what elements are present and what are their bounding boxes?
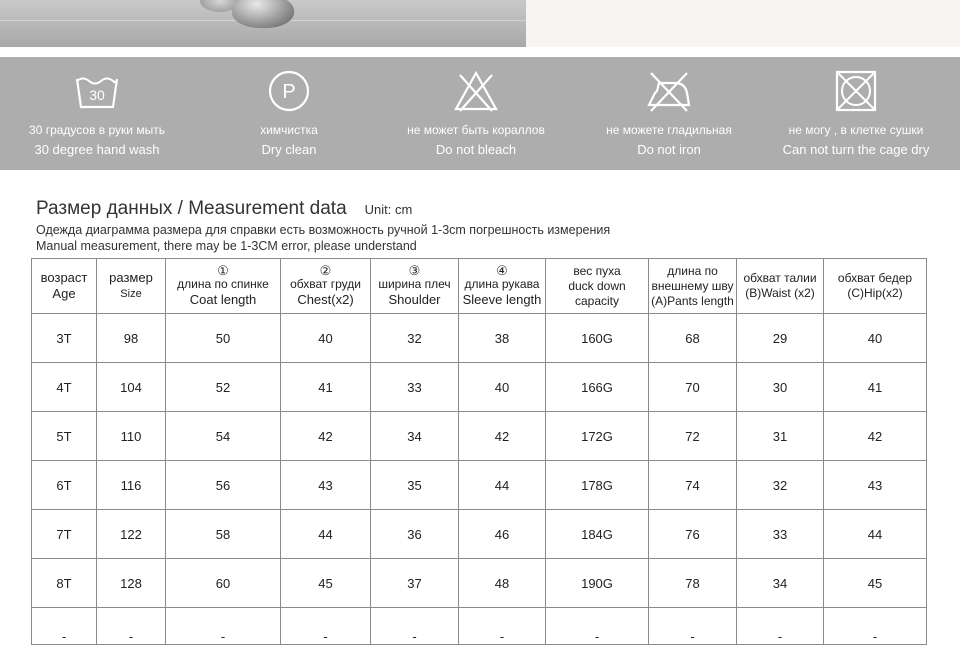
product-photo-right [526, 0, 960, 47]
cell-sleeve-length: - [459, 608, 546, 645]
cell-waist: 32 [737, 461, 824, 510]
care-instructions-band [0, 57, 960, 170]
header-shoulder: ③ ширина плеч Shoulder [371, 259, 459, 314]
cell-chest: 41 [281, 363, 371, 412]
cell-sleeve-length: 48 [459, 559, 546, 608]
cell-age: 3T [32, 314, 97, 363]
no-iron-icon [645, 69, 693, 113]
cell-hip: 43 [824, 461, 927, 510]
cell-hip: 40 [824, 314, 927, 363]
cell-coat-length: 52 [166, 363, 281, 412]
cell-shoulder: - [371, 608, 459, 645]
size-table [31, 258, 927, 645]
cell-chest: 42 [281, 412, 371, 461]
care-label-en: Dry clean [261, 142, 317, 157]
cell-waist: 34 [737, 559, 824, 608]
cell-size: 128 [97, 559, 166, 608]
cell-waist: 33 [737, 510, 824, 559]
shoe-image [232, 0, 294, 28]
cell-down-capacity: - [546, 608, 649, 645]
cell-pants-length: 76 [649, 510, 737, 559]
cell-sleeve-length: 44 [459, 461, 546, 510]
cell-pants-length: 70 [649, 363, 737, 412]
cell-coat-length: 50 [166, 314, 281, 363]
cell-shoulder: 33 [371, 363, 459, 412]
cell-chest: - [281, 608, 371, 645]
svg-text:30: 30 [89, 87, 105, 103]
note-russian: Одежда диаграмма размера для справки есть возможность ручной 1-3cm погрешность измерения [36, 223, 611, 237]
heading-unit: Unit: cm [364, 202, 413, 217]
header-pants-length: длина по внешнему шву (A)Pants length [649, 259, 737, 314]
cell-coat-length: 58 [166, 510, 281, 559]
cell-age: - [32, 608, 97, 645]
cell-size: - [97, 608, 166, 645]
header-coat-length: ① длина по спинке Coat length [166, 259, 281, 314]
header-hip: обхват бедер (C)Hip(x2) [824, 259, 927, 314]
care-item-dry-clean [194, 57, 384, 170]
cell-hip: 42 [824, 412, 927, 461]
top-strip [0, 0, 960, 47]
care-label-ru: 30 градусов в руки мыть [29, 123, 165, 137]
cell-down-capacity: 184G [546, 510, 649, 559]
table-header-row [32, 259, 927, 314]
table-row [32, 461, 927, 510]
cell-hip: 45 [824, 559, 927, 608]
care-label-en: Do not bleach [435, 142, 517, 157]
cell-pants-length: - [649, 608, 737, 645]
care-item-no-bleach [384, 57, 568, 170]
cell-chest: 45 [281, 559, 371, 608]
no-bleach-icon [452, 69, 500, 113]
care-label-en: Do not iron [637, 142, 701, 157]
cell-age: 5T [32, 412, 97, 461]
header-sleeve-length: ④ длина рукава Sleeve length [459, 259, 546, 314]
cell-waist: 30 [737, 363, 824, 412]
cell-size: 104 [97, 363, 166, 412]
cell-hip: 41 [824, 363, 927, 412]
cell-down-capacity: 172G [546, 412, 649, 461]
care-item-no-iron [568, 57, 770, 170]
note-english: Manual measurement, there may be 1-3CM error, please understand [36, 239, 417, 253]
table-row [32, 608, 927, 645]
cell-waist: 29 [737, 314, 824, 363]
cell-size: 98 [97, 314, 166, 363]
cell-chest: 40 [281, 314, 371, 363]
care-label-en: 30 degree hand wash [34, 142, 160, 157]
table-row [32, 363, 927, 412]
cell-age: 4T [32, 363, 97, 412]
cell-pants-length: 72 [649, 412, 737, 461]
cell-age: 6T [32, 461, 97, 510]
cell-coat-length: 60 [166, 559, 281, 608]
table-row [32, 510, 927, 559]
care-label-ru: не могу , в клетке сушки [788, 123, 924, 137]
cell-size: 110 [97, 412, 166, 461]
care-item-wash [0, 57, 194, 170]
header-waist: обхват талии (B)Waist (x2) [737, 259, 824, 314]
wash-30-icon [73, 69, 121, 113]
cell-down-capacity: 190G [546, 559, 649, 608]
cell-down-capacity: 160G [546, 314, 649, 363]
cell-sleeve-length: 40 [459, 363, 546, 412]
cell-shoulder: 34 [371, 412, 459, 461]
section-heading [36, 198, 412, 220]
cell-age: 8T [32, 559, 97, 608]
cell-size: 116 [97, 461, 166, 510]
table-row [32, 559, 927, 608]
cell-down-capacity: 178G [546, 461, 649, 510]
cell-shoulder: 35 [371, 461, 459, 510]
heading-title: Размер данных / Measurement data [36, 198, 347, 219]
care-label-ru: химчистка [260, 123, 318, 137]
table-row [32, 412, 927, 461]
cell-pants-length: 74 [649, 461, 737, 510]
cell-age: 7T [32, 510, 97, 559]
care-label-ru: не можете гладильная [606, 123, 732, 137]
care-item-no-tumble-dry [770, 57, 942, 170]
cell-down-capacity: 166G [546, 363, 649, 412]
cell-waist: - [737, 608, 824, 645]
cell-size: 122 [97, 510, 166, 559]
svg-text:P: P [282, 81, 296, 103]
cell-shoulder: 32 [371, 314, 459, 363]
cell-waist: 31 [737, 412, 824, 461]
product-photo [0, 0, 526, 47]
cell-hip: 44 [824, 510, 927, 559]
cell-sleeve-length: 46 [459, 510, 546, 559]
cell-coat-length: - [166, 608, 281, 645]
cell-chest: 44 [281, 510, 371, 559]
cell-coat-length: 56 [166, 461, 281, 510]
header-size: размер Size [97, 259, 166, 314]
cell-pants-length: 68 [649, 314, 737, 363]
table-row [32, 314, 927, 363]
header-age: возраст Age [32, 259, 97, 314]
cell-sleeve-length: 38 [459, 314, 546, 363]
cell-coat-length: 54 [166, 412, 281, 461]
cell-hip: - [824, 608, 927, 645]
no-tumble-dry-icon [832, 69, 880, 113]
dry-clean-p-icon [265, 69, 313, 113]
cell-chest: 43 [281, 461, 371, 510]
cell-shoulder: 37 [371, 559, 459, 608]
cell-shoulder: 36 [371, 510, 459, 559]
care-label-en: Can not turn the cage dry [782, 142, 930, 157]
cell-pants-length: 78 [649, 559, 737, 608]
care-label-ru: не может быть кораллов [407, 123, 545, 137]
header-down-capacity: вес пуха duck down capacity [546, 259, 649, 314]
header-chest: ② обхват груди Chest(x2) [281, 259, 371, 314]
cell-sleeve-length: 42 [459, 412, 546, 461]
